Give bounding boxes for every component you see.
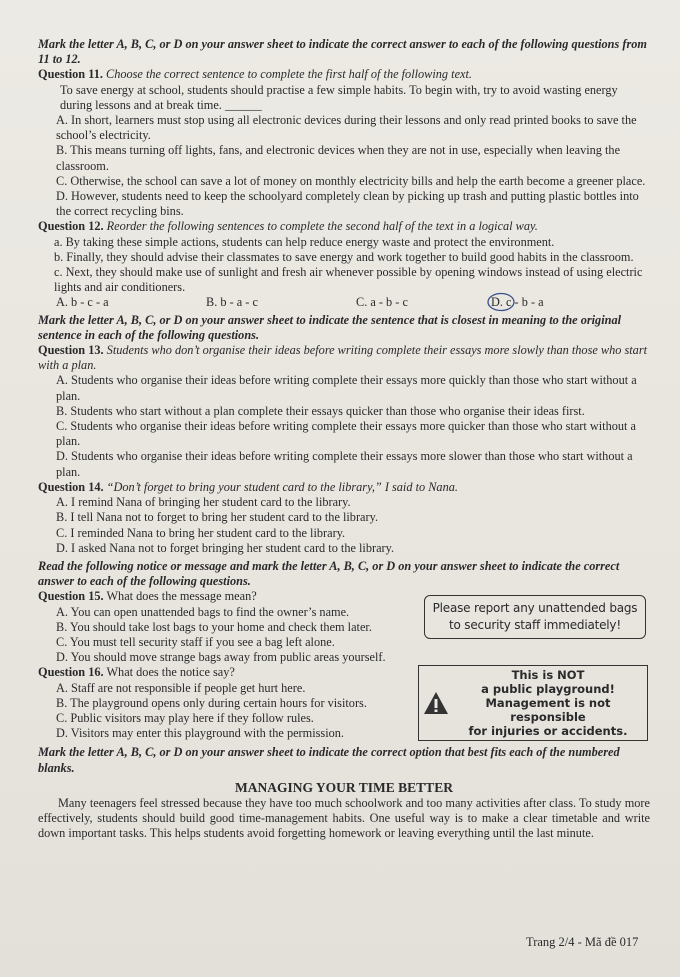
page-footer: Trang 2/4 - Mã đề 017 xyxy=(526,935,639,949)
section-directions-11-12: Mark the letter A, B, C, or D on your answer sheet to indicate the correct answer to each of the following questions from 11 to 12. xyxy=(38,37,647,67)
question-16-header xyxy=(38,665,367,680)
playground-notice-text xyxy=(453,668,643,738)
question-15-label: Question 15. xyxy=(38,589,104,604)
question-15-block xyxy=(38,589,650,665)
question-15-option-a: A. You can open unattended bags to find the owner’s name. xyxy=(56,604,350,619)
section-directions-15-16: Read the following notice or message and mark the letter A, B, C, or D on your answer sheet to indicate the correct answer to each of the following questions. xyxy=(38,558,620,589)
question-15-text xyxy=(38,589,386,665)
notice-line-3: Management is not responsible xyxy=(485,696,611,725)
question-15-prompt: What does the message mean? xyxy=(106,589,257,604)
question-15-option-b: B. You should take lost bags to your home and check them later. xyxy=(56,619,372,634)
passage-title: MANAGING YOUR TIME BETTER xyxy=(235,779,453,795)
question-11-header xyxy=(38,67,650,82)
question-12-sentence-c: c. Next, they should make use of sunlight and fresh air whenever possible by opening windows instead of using electric lights and air conditioners. xyxy=(54,265,643,295)
warning-icon xyxy=(423,690,449,716)
question-16-text xyxy=(38,665,367,741)
question-16-option-c: C. Public visitors may play here if they follow rules. xyxy=(56,710,314,725)
unattended-bags-notice: Please report any unattended bags to security staff immediately! xyxy=(424,595,646,639)
question-12-option-d xyxy=(491,295,544,310)
question-16-label: Question 16. xyxy=(38,665,104,680)
question-12-prompt: Reorder the following sentences to complete the second half of the text in a logical way. xyxy=(106,219,538,234)
notice-line-1: This is NOT xyxy=(511,668,585,683)
question-13-option-d: D. Students who organise their ideas before writing complete their essays more slower than those who start without a plan. xyxy=(56,449,633,479)
question-11-option-c: C. Otherwise, the school can save a lot of money on monthly electricity bills and help the earth become a greener place. xyxy=(56,173,646,188)
question-11-option-b: B. This means turning off lights, fans, and electronic devices when they are not in use, especially when leaving the classroom. xyxy=(56,143,621,173)
notice-line-4: for injuries or accidents. xyxy=(468,724,628,739)
question-12-option-b: B. b - a - c xyxy=(206,295,258,310)
question-14-header xyxy=(38,480,650,495)
notice-line-2: a public playground! xyxy=(481,682,615,697)
question-14-option-a: A. I remind Nana of bringing her student card to the library. xyxy=(56,495,351,510)
question-14-option-d: D. I asked Nana not to forget bringing her student card to the library. xyxy=(56,540,395,555)
question-16-prompt: What does the notice say? xyxy=(106,665,235,680)
question-12-option-c: C. a - b - c xyxy=(356,295,408,310)
question-11-label: Question 11. xyxy=(38,67,103,82)
question-13-prompt: Students who don’t organise their ideas before writing complete their essays more slowly than those who start with a plan. xyxy=(38,343,648,373)
question-12-option-a: A. b - c - a xyxy=(56,295,109,310)
question-14-prompt: “Don’t forget to bring your student card to the library,” I said to Nana. xyxy=(106,479,458,494)
question-12-sentence-a: a. By taking these simple actions, students can help reduce energy waste and protect the environment. xyxy=(54,234,555,249)
question-16-block xyxy=(38,665,650,741)
question-15-header xyxy=(38,589,386,604)
question-12-options xyxy=(38,295,650,310)
question-16-option-a: A. Staff are not responsible if people get hurt here. xyxy=(56,680,306,695)
question-11-prompt: Choose the correct sentence to complete the first half of the following text. xyxy=(106,67,472,82)
question-13-header xyxy=(38,343,650,373)
pen-circle-mark xyxy=(487,292,517,312)
question-11-option-a: A. In short, learners must stop using all electronic devices during their lessons and only read printed books to save the school’s electricity. xyxy=(56,113,637,143)
question-11-passage: To save energy at school, students should practise a few simple habits. To begin with, try to avoid wasting energy during lessons and at break time. ______ xyxy=(60,82,618,112)
question-12-header xyxy=(38,219,650,234)
section-directions-13-14: Mark the letter A, B, C, or D on your answer sheet to indicate the sentence that is closest in meaning to the original sentence in each of the following questions. xyxy=(38,312,622,342)
question-16-option-d: D. Visitors may enter this playground with the permission. xyxy=(56,726,344,741)
question-15-option-c: C. You must tell security staff if you see a bag left alone. xyxy=(56,634,335,649)
question-12-option-d-text: D. c - b - a xyxy=(491,295,544,310)
question-14-label: Question 14. xyxy=(38,479,104,494)
question-13-option-c: C. Students who organise their ideas before writing complete their essays more quicker than those who start without a plan. xyxy=(56,419,636,449)
question-12-label: Question 12. xyxy=(38,219,104,234)
question-13-option-a: A. Students who organise their ideas before writing complete their essays more quickly than those who start without a plan. xyxy=(56,373,637,403)
question-14-option-c: C. I reminded Nana to bring her student card to the library. xyxy=(56,525,346,540)
question-13-label: Question 13. xyxy=(38,343,104,358)
question-15-option-d: D. You should move strange bags away from public areas yourself. xyxy=(56,650,386,665)
question-13-option-b: B. Students who start without a plan complete their essays quicker than those who organise their ideas first. xyxy=(56,403,585,418)
playground-notice xyxy=(418,665,648,741)
section-directions-cloze: Mark the letter A, B, C, or D on your answer sheet to indicate the correct option that best fits each of the numbered blanks. xyxy=(38,745,620,775)
question-12-sentence-b: b. Finally, they should advise their classmates to save energy and work together to build good habits in the classroom. xyxy=(54,249,634,264)
question-11-option-d: D. However, students need to keep the schoolyard completely clean by picking up trash and putting plastic bottles into the correct recycling bins. xyxy=(56,189,639,219)
passage-text: Many teenagers feel stressed because they have too much schoolwork and too many activities after class. To study more effectively, students should build good time-management habits. One useful way is to make a clear timetable and write down important tasks. This helps students avoid forgetting homework or leaving everything until the last minute. xyxy=(38,795,650,841)
question-14-option-b: B. I tell Nana not to forget to bring her student card to the library. xyxy=(56,510,379,525)
question-16-option-b: B. The playground opens only during certain hours for visitors. xyxy=(56,695,367,710)
exam-content xyxy=(38,37,650,842)
